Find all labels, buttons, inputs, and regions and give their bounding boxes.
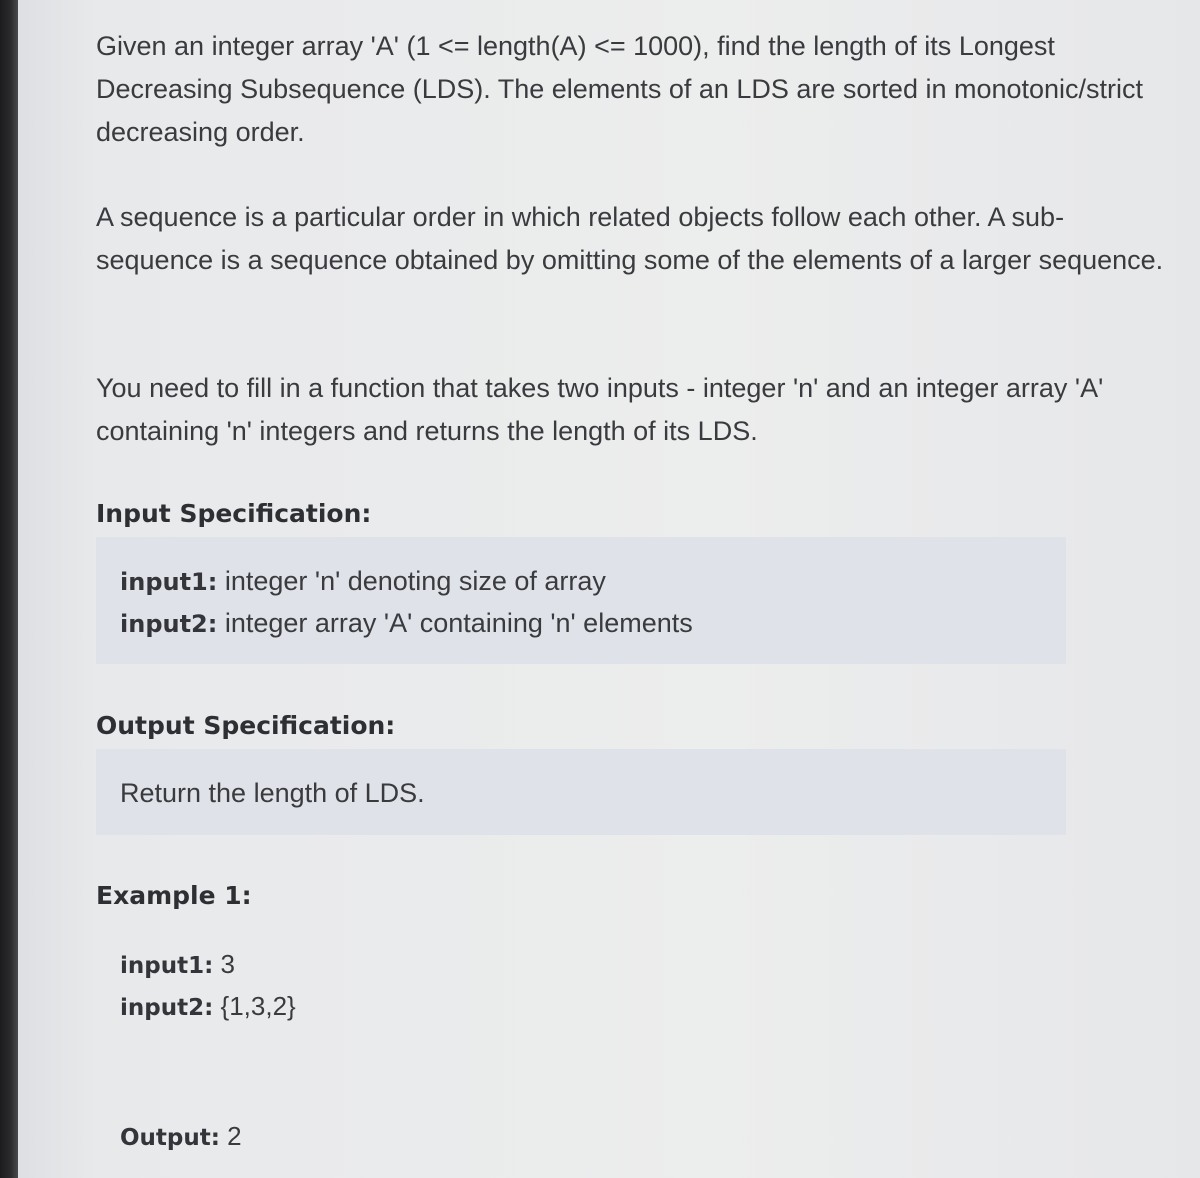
input1-spec-line (120, 560, 606, 603)
example-output-key: Output: (120, 1125, 220, 1151)
problem-paragraph-2: A sequence is a particular order in which related objects follow each other. A sub-sequence is a sequence obtained by omitting some of the elements of a larger sequence. (96, 202, 1164, 275)
output-spec-box (96, 749, 1066, 835)
monitor-bezel (0, 0, 18, 1178)
example-heading: Example 1: (96, 881, 252, 910)
problem-paragraph-1: Given an integer array 'A' (1 <= length(A) <= 1000), find the length of its Longest Decreasing Subsequence (LDS). The elements of an LDS are sorted in monotonic/strict decreasing order. (96, 31, 1144, 147)
problem-paragraph-3: You need to fill in a function that takes two inputs - integer 'n' and an integer array 'A' containing 'n' integers and returns the length of its LDS. (96, 373, 1104, 446)
output-spec-text: Return the length of LDS. (120, 778, 425, 808)
example-input1-key: input1: (120, 953, 214, 979)
example-input1-value: 3 (213, 949, 235, 979)
example-output-value: 2 (219, 1121, 242, 1151)
example-input2-value: {1,3,2} (213, 991, 296, 1021)
output-spec-heading: Output Specification: (96, 711, 396, 740)
example-input2-key: input2: (120, 995, 214, 1021)
input2-spec-line (120, 602, 693, 645)
input1-key: input1: (120, 568, 218, 596)
input1-description: integer 'n' denoting size of array (217, 566, 606, 596)
example-input2-line (120, 985, 296, 1029)
example-output-line (120, 1115, 242, 1159)
input-spec-box (96, 537, 1066, 664)
input2-description: integer array 'A' containing 'n' elements (217, 608, 693, 638)
input2-key: input2: (120, 610, 218, 638)
input-spec-heading: Input Specification: (96, 499, 372, 528)
example-input1-line (120, 943, 235, 987)
